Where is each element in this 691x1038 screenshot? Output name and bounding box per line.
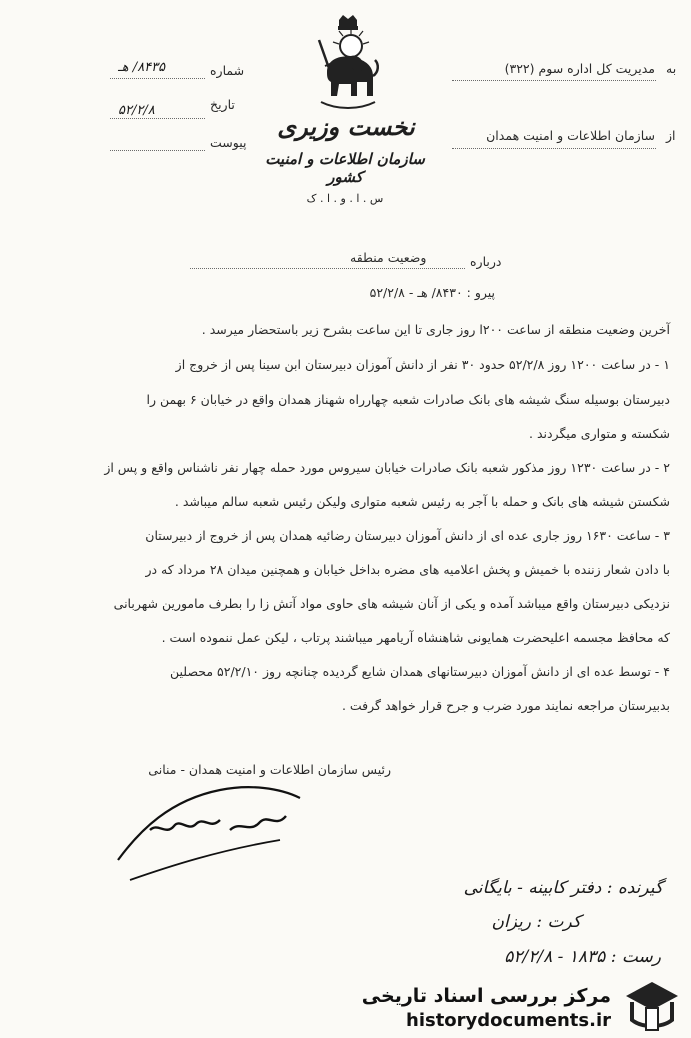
paragraph-line: نزدیکی دبیرستان واقع میباشد آمده و یکی از آنان شیشه های حاوی مواد آتش زا را بطرف مامورین شهربانی [113, 596, 670, 611]
margin-note: رست : ۱۸۳۵ - ۵۲/۲/۸ [504, 947, 661, 967]
signer-line: رئیس سازمان اطلاعات و امنیت همدان - منانی [148, 762, 391, 777]
paragraph-line: با دادن شعار زننده با خمیش و پخش اعلامیه های مضره بداخل خیابان و همچنین میدان ۲۸ مرداد که در [145, 562, 670, 577]
watermark-logo-icon [622, 978, 682, 1034]
paragraph-line: آخرین وضعیت منطقه از ساعت ۲۰۰ا روز جاری تا این ساعت بشرح زیر باستحضار میرسد . [201, 322, 670, 337]
from-label: از [666, 128, 676, 143]
number-label: شماره [210, 63, 245, 78]
paragraph-line: ۳ - ساعت ۱۶۳۰ روز جاری عده ای از دانش آموزان دبیرستان رضائیه همدان پس از خروج از دبیرستان [145, 528, 670, 543]
paragraph-line: بدبیرستان مراجعه نمایند مورد ضرب و جرح قرار خواهد گرفت . [341, 698, 670, 713]
reference-line: پیرو : ۸۴۳۰/ هـ - ۵۲/۲/۸ [369, 285, 495, 300]
paragraph-line: که محافظ مجسمه اعلیحضرت همایونی شاهنشاه آریامهر میباشند پرتاب ، لیکن عمل ننموده است . [161, 630, 670, 645]
subject-field-line [190, 268, 465, 269]
margin-note: گیرنده : دفتر کابینه - بایگانی [463, 878, 663, 898]
date-label: تاریخ [210, 97, 235, 112]
paragraph-line: دبیرستان بوسیله سنگ شیشه های بانک صادرات شعبه چهارراه شهناز همدان واقع در خیابان ۶ بهمن را [146, 392, 670, 407]
number-value: ۸۴۳۵/ هـ [118, 60, 166, 75]
watermark-title: مرکز بررسی اسناد تاریخی [361, 985, 611, 1007]
subject-value: وضعیت منطقه [350, 250, 427, 265]
margin-note: کرت : ریزان [491, 912, 581, 932]
to-field-line [452, 80, 656, 81]
subject-label: درباره [470, 254, 502, 269]
office-subtitle: سازمان اطلاعات و امنیت کشور [265, 150, 425, 186]
paragraph-line: ۴ - توسط عده ای از دانش آموزان دبیرستانهای همدان شایع گردیده چنانچه روز ۵۲/۲/۱۰ محصلین [170, 664, 670, 679]
attachment-field-line [110, 150, 205, 151]
attachment-label: پیوست [210, 135, 247, 150]
watermark-url: historydocuments.ir [406, 1010, 611, 1031]
handwritten-signature [110, 770, 310, 890]
paragraph-line: شکستن شیشه های بانک و حمله با آجر به رئیس شعبه متواری ولیکن رئیس شعبه سالم میباشد . [174, 494, 670, 509]
office-code: س . ا . و . ا . ک [306, 192, 384, 205]
date-field-line [110, 118, 205, 119]
date-value: ۵۲/۲/۸ [118, 103, 155, 118]
from-field-line [452, 148, 656, 149]
paragraph-line: شکسته و متواری میگردند . [529, 426, 670, 441]
from-value: سازمان اطلاعات و امنیت همدان [486, 128, 655, 143]
paragraph-line: ۲ - در ساعت ۱۲۳۰ روز مذکور شعبه بانک صادرات خیابان سیروس مورد حمله چهار نفر ناشناس واقع و پس از [104, 460, 670, 475]
office-title: نخست وزیری [277, 112, 415, 141]
to-label: به [666, 61, 677, 76]
number-field-line [110, 78, 205, 79]
to-value: مدیریت کل اداره سوم (۳۲۲) [504, 61, 655, 76]
paragraph-line: ۱ - در ساعت ۱۲۰۰ روز ۵۲/۲/۸ حدود ۳۰ نفر از دانش آموزان دبیرستان ابن سینا پس از خروج از [175, 357, 670, 372]
lion-and-sun-emblem-icon [313, 14, 383, 110]
